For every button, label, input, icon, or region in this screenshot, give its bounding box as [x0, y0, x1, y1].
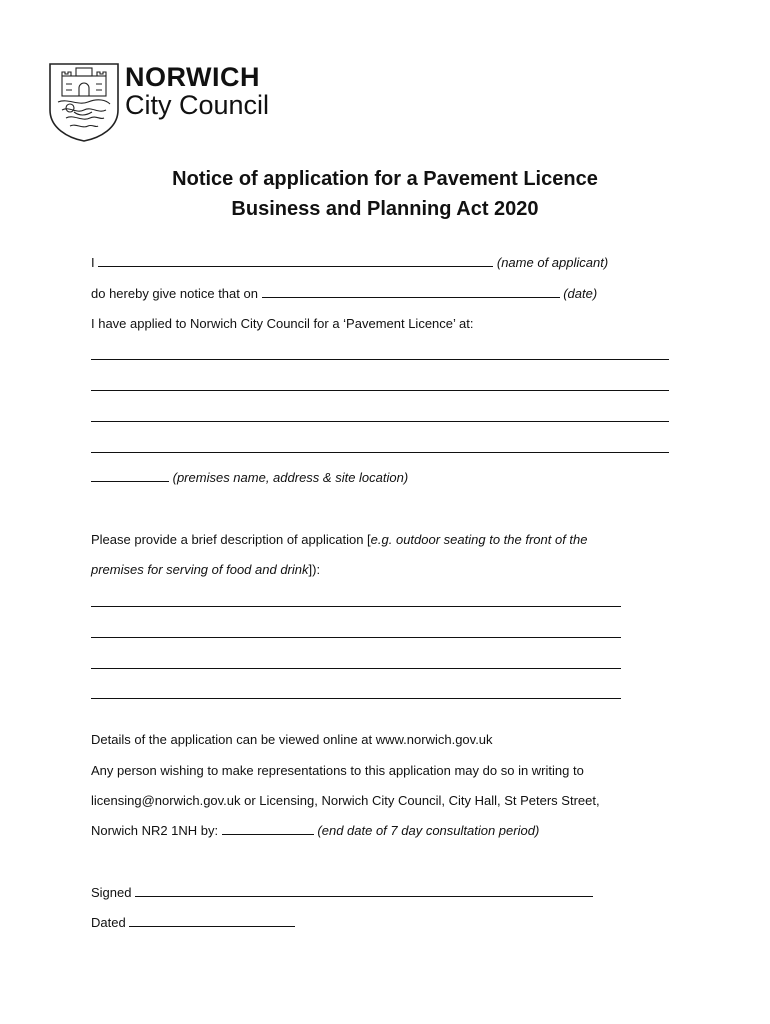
deadline-prefix: Norwich NR2 1NH by: [91, 823, 219, 838]
applied-text: I have applied to Norwich City Council for a ‘Pavement Licence’ at: [91, 316, 474, 331]
premises-line-1[interactable] [91, 359, 669, 360]
description-line-field-2[interactable] [91, 637, 621, 638]
page-subtitle: Business and Planning Act 2020 [231, 198, 539, 220]
logo-name: NORWICH [125, 62, 260, 92]
signed-line [91, 884, 593, 902]
applicant-line [91, 254, 608, 272]
notice-date-line [91, 285, 597, 303]
description-text: Please provide a brief description of application [ [91, 532, 371, 547]
page-title: Notice of application for a Pavement Licence [172, 168, 598, 190]
applicant-prefix: I [91, 255, 95, 270]
notice-date-field[interactable] [262, 285, 560, 298]
notice-date-hint: (date) [563, 286, 598, 301]
deadline-date-field[interactable] [222, 822, 314, 835]
description-example-cont: premises for serving of food and drink [91, 562, 309, 577]
description-line-2 [91, 561, 320, 579]
deadline-hint: (end date of 7 day consultation period) [317, 823, 540, 838]
logo-subtitle: City Council [125, 90, 270, 120]
applicant-hint: (name of applicant) [496, 255, 609, 270]
premises-hint-line [91, 469, 408, 487]
address-text: licensing@norwich.gov.uk or Licensing, Norwich City Council, City Hall, St Peters Street, [91, 793, 600, 808]
signature-field[interactable] [135, 884, 593, 897]
description-close: ]): [308, 562, 321, 577]
premises-line-2[interactable] [91, 390, 669, 391]
description-line-field-1[interactable] [91, 606, 621, 607]
signed-label: Signed [91, 885, 132, 900]
premises-short-field[interactable] [91, 469, 169, 482]
applicant-name-field[interactable] [98, 254, 493, 267]
details-text: Details of the application can be viewed online at www.norwich.gov.uk [91, 732, 493, 747]
council-logo [48, 60, 298, 142]
description-line [91, 531, 588, 549]
premises-line-4[interactable] [91, 452, 669, 453]
dated-line [91, 914, 295, 932]
description-example: e.g. outdoor seating to the front of the [370, 532, 588, 547]
notice-prefix: do hereby give notice that on [91, 286, 258, 301]
deadline-line [91, 822, 539, 840]
description-line-field-4[interactable] [91, 698, 621, 699]
premises-line-3[interactable] [91, 421, 669, 422]
dated-field[interactable] [129, 914, 295, 927]
premises-hint: (premises name, address & site location) [172, 470, 409, 485]
dated-label: Dated [91, 915, 126, 930]
castle-lion-crest-icon [48, 62, 120, 142]
description-line-field-3[interactable] [91, 668, 621, 669]
representations-text: Any person wishing to make representations to this application may do so in writing to [91, 763, 584, 778]
